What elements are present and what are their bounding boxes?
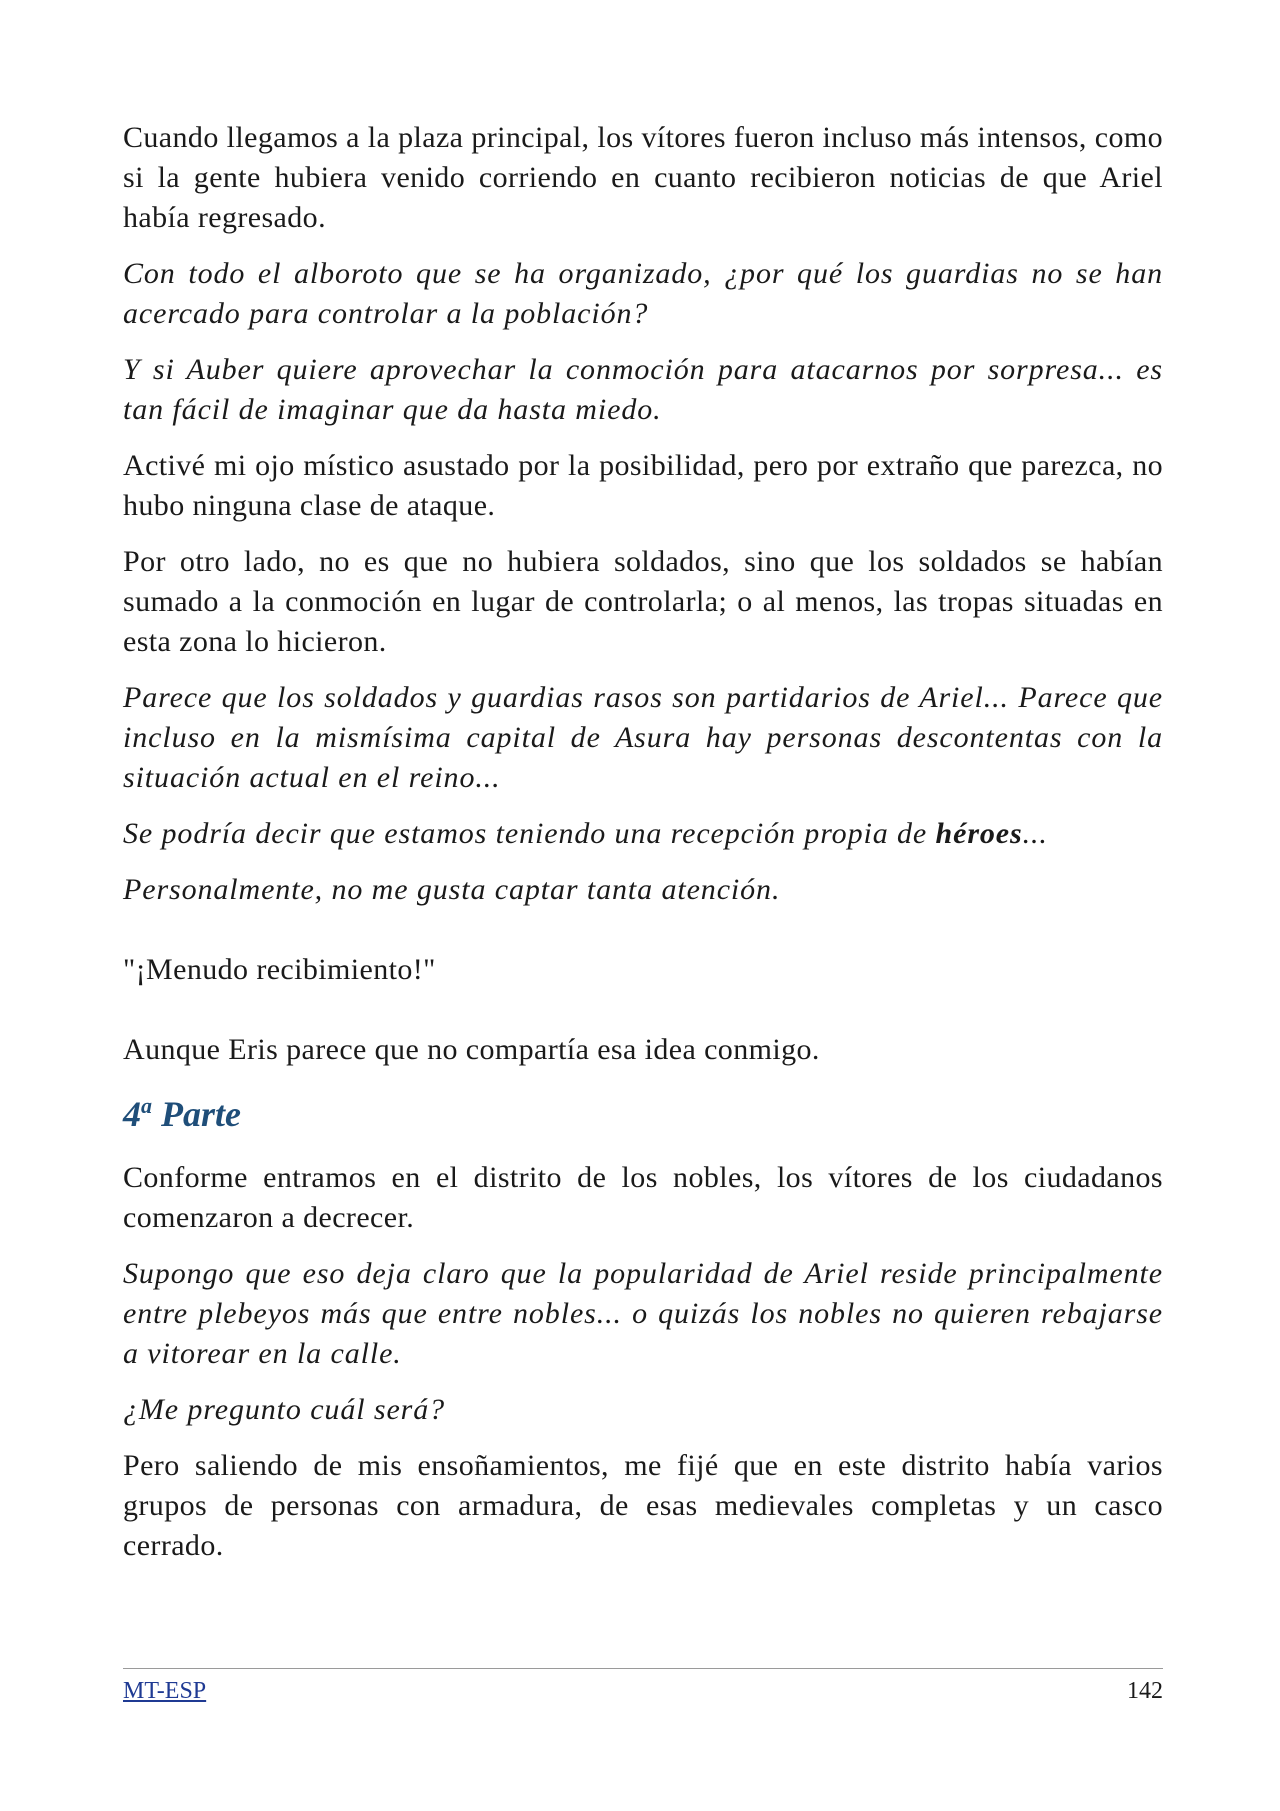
paragraph-4: Activé mi ojo místico asustado por la posibilidad, pero por extraño que parezca, no hubo ninguna clase de ataque. (123, 449, 1163, 522)
paragraph-10: Aunque Eris parece que no compartía esa idea conmigo. (123, 1033, 820, 1066)
section-heading (123, 1092, 1163, 1136)
thought-paragraph-3: Y si Auber quiere aprovechar la conmoción para atacarnos por sorpresa... es tan fácil de imaginar que da hasta miedo. (123, 353, 1163, 426)
page-footer (123, 1668, 1163, 1705)
thought-paragraph-2: Con todo el alboroto que se ha organizado, ¿por qué los guardias no se han acercado para controlar a la población? (123, 257, 1163, 330)
paragraph-7-text-start: Se podría decir que estamos teniendo una recepción propia de (123, 817, 936, 850)
page-number: 142 (1127, 1678, 1163, 1704)
thought-paragraph-6: Parece que los soldados y guardias rasos son partidarios de Ariel... Parece que incluso en la mismísima capital de Asura hay personas descontentas con la situación actual en el reino... (123, 681, 1163, 794)
emphasis-heroes: héroes (935, 817, 1023, 850)
section-ordinal: a (141, 1093, 152, 1118)
footer-link[interactable]: MT-ESP (123, 1678, 207, 1704)
section-number: 4 (123, 1094, 141, 1134)
paragraph-1: Cuando llegamos a la plaza principal, los vítores fueron incluso más intensos, como si la gente hubiera venido corriendo en cuanto recibieron noticias de que Ariel había regresado. (123, 121, 1163, 234)
thought-paragraph-7 (123, 814, 1163, 854)
dialogue-line: "¡Menudo recibimiento!" (123, 953, 436, 986)
section-label: Parte (161, 1094, 241, 1134)
thought-paragraph-12: Supongo que eso deja claro que la popularidad de Ariel reside principalmente entre plebeyos más que entre nobles... o quizás los nobles no quieren rebajarse a vitorear en la calle. (123, 1257, 1163, 1370)
thought-paragraph-13: ¿Me pregunto cuál será? (123, 1393, 446, 1426)
paragraph-11: Conforme entramos en el distrito de los nobles, los vítores de los ciudadanos comenzaron a decrecer. (123, 1161, 1163, 1234)
paragraph-14: Pero saliendo de mis ensoñamientos, me fijé que en este distrito había varios grupos de personas con armadura, de esas medievales completas y un casco cerrado. (123, 1449, 1163, 1562)
thought-paragraph-8: Personalmente, no me gusta captar tanta atención. (123, 873, 781, 906)
paragraph-7-text-end: ... (1022, 817, 1048, 850)
page-content (123, 118, 1163, 1582)
paragraph-5: Por otro lado, no es que no hubiera soldados, sino que los soldados se habían sumado a la conmoción en lugar de controlarla; o al menos, las tropas situadas en esta zona lo hicieron. (123, 545, 1163, 658)
